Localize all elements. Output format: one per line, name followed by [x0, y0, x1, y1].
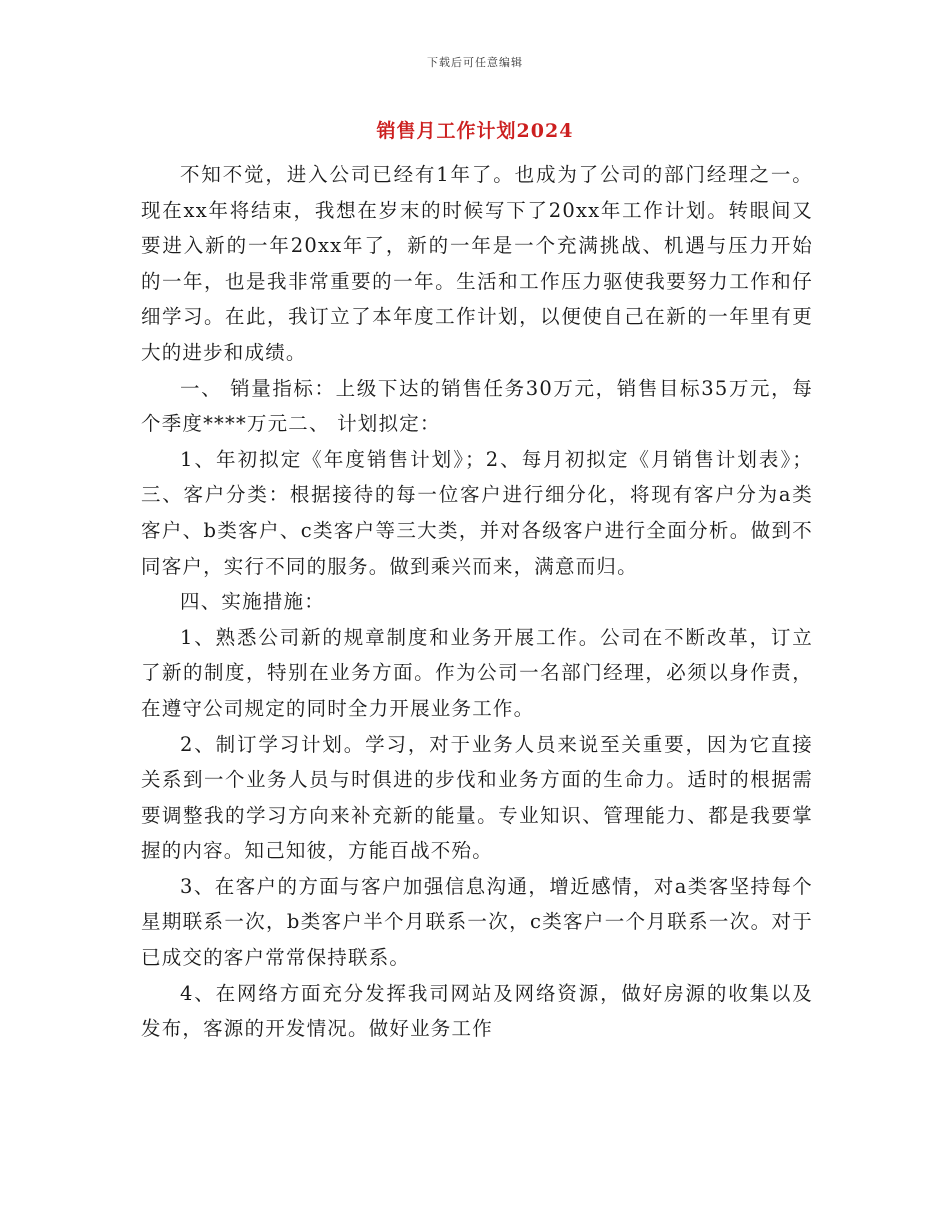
paragraph-plan-and-customers: 1、年初拟定《年度销售计划》；2、每月初拟定《月销售计划表》；三、客户分类：根据接待的每一位客户进行细分化，将现有客户分为a类客户、b类客户、c类客户等三大类，并对各级客户进行全面分析。做到不同客户，实行不同的服务。做到乘兴而来，满意而归。: [141, 447, 813, 578]
paragraph-measure-1: 1、熟悉公司新的规章制度和业务开展工作。公司在不断改革，订立了新的制度，特别在业务方面。作为公司一名部门经理，必须以身作责，在遵守公司规定的同时全力开展业务工作。: [141, 625, 813, 720]
paragraph-measure-4: 4、在网络方面充分发挥我司网站及网络资源，做好房源的收集以及发布，客源的开发情况。做好业务工作: [141, 981, 813, 1041]
page-header: 下载后可任意编辑: [427, 56, 523, 69]
paragraph-measure-2: 2、制订学习计划。学习，对于业务人员来说至关重要，因为它直接关系到一个业务人员与时俱进的步伐和业务方面的生命力。适时的根据需要调整我的学习方向来补充新的能量。专业知识、管理能力、都是我要掌握的内容。知己知彼，方能百战不殆。: [141, 732, 813, 863]
paragraph-sales-target: 一、 销量指标：上级下达的销售任务30万元，销售目标35万元，每个季度****万元二、 计划拟定：: [141, 376, 813, 436]
paragraph-intro: 不知不觉，进入公司已经有1年了。也成为了公司的部门经理之一。现在xx年将结束，我想在岁末的时候写下了20xx年工作计划。转眼间又要进入新的一年20xx年了，新的一年是一个充满挑战、机遇与压力开始的一年，也是我非常重要的一年。生活和工作压力驱使我要努力工作和仔细学习。在此，我订立了本年度工作计划，以便使自己在新的一年里有更大的进步和成绩。: [141, 163, 813, 364]
paragraph-measure-3: 3、在客户的方面与客户加强信息沟通，增近感情，对a类客坚持每个星期联系一次，b类客户半个月联系一次，c类客户一个月联系一次。对于已成交的客户常常保持联系。: [141, 874, 813, 970]
paragraph-measures-heading: 四、实施措施：: [180, 590, 325, 614]
document-body: [141, 157, 813, 1047]
document-title: 销售月工作计划2024: [376, 120, 574, 142]
